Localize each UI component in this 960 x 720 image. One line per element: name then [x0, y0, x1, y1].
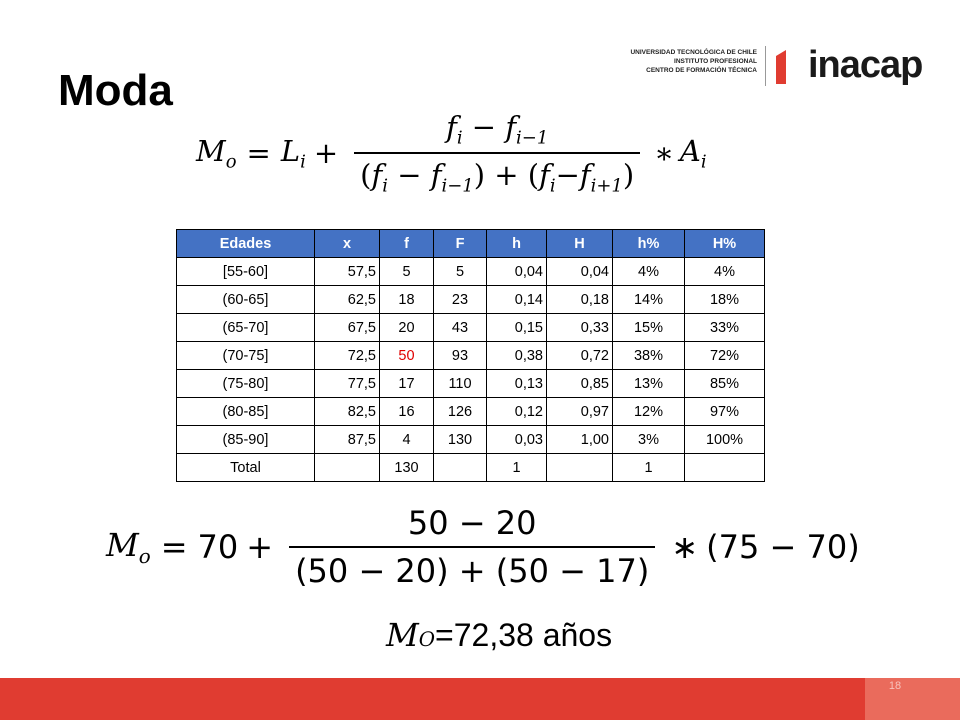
table-cell: (65-70]	[177, 314, 315, 342]
result-value: =72,38 años	[435, 617, 613, 653]
table-cell: 130	[434, 426, 487, 454]
fraction-denominator: (50 − 20) + (50 − 17)	[295, 552, 650, 590]
table-cell: 72%	[685, 342, 765, 370]
table-cell: 5	[434, 258, 487, 286]
fraction-numerator: $f_i - f_{i-1}$	[446, 110, 549, 149]
column-header: H	[547, 230, 613, 258]
institution-line: UNIVERSIDAD TECNOLÓGICA DE CHILE	[630, 49, 757, 56]
table-cell: 1,00	[547, 426, 613, 454]
column-header: f	[380, 230, 434, 258]
lower-limit: $L_i$	[280, 134, 306, 173]
table-cell: 5	[380, 258, 434, 286]
institution-lines	[622, 48, 757, 75]
result-symbol-sub: O	[418, 628, 436, 651]
table-row	[177, 286, 765, 314]
column-header: h	[487, 230, 547, 258]
table-cell: 57,5	[315, 258, 380, 286]
applied-mode-formula	[106, 504, 860, 590]
table-cell: Total	[177, 454, 315, 482]
table-row	[177, 342, 765, 370]
table-cell: 0,04	[547, 258, 613, 286]
table-cell: 13%	[613, 370, 685, 398]
inacap-logo	[622, 44, 932, 94]
plus-sign: +	[313, 136, 339, 171]
table-cell: 126	[434, 398, 487, 426]
table-cell: 130	[380, 454, 434, 482]
table-cell: (70-75]	[177, 342, 315, 370]
column-header: H%	[685, 230, 765, 258]
table-cell: (85-90]	[177, 426, 315, 454]
table-cell: 87,5	[315, 426, 380, 454]
inacap-mark-icon	[774, 50, 804, 84]
times-sign: ∗	[671, 528, 699, 566]
page-number: 18	[888, 680, 902, 692]
table-cell: 0,85	[547, 370, 613, 398]
table-cell: 62,5	[315, 286, 380, 314]
table-cell: 4	[380, 426, 434, 454]
table-cell: 20	[380, 314, 434, 342]
table-cell: 50	[380, 342, 434, 370]
times-sign: ∗	[654, 136, 674, 171]
table-cell: 14%	[613, 286, 685, 314]
table-cell: 18	[380, 286, 434, 314]
table-cell: 100%	[685, 426, 765, 454]
table-cell: 0,33	[547, 314, 613, 342]
formula-fraction	[354, 110, 640, 197]
column-header: Edades	[177, 230, 315, 258]
result-symbol: M	[386, 616, 419, 654]
table-cell: 72,5	[315, 342, 380, 370]
table-cell: 1	[613, 454, 685, 482]
table-cell: 0,15	[487, 314, 547, 342]
column-header: h%	[613, 230, 685, 258]
table-cell: 38%	[613, 342, 685, 370]
fraction-numerator: 50 − 20	[407, 504, 537, 542]
frequency-table	[176, 229, 765, 482]
table-cell	[315, 454, 380, 482]
table-row	[177, 314, 765, 342]
table-cell: 33%	[685, 314, 765, 342]
column-header: x	[315, 230, 380, 258]
table-cell: 0,13	[487, 370, 547, 398]
equals-sign: =	[246, 136, 271, 171]
table-cell: 4%	[613, 258, 685, 286]
footer-bar	[0, 678, 960, 720]
table-cell: 12%	[613, 398, 685, 426]
lower-limit-value: 70	[197, 528, 239, 566]
column-header: F	[434, 230, 487, 258]
table-cell: 0,04	[487, 258, 547, 286]
table-cell: (60-65]	[177, 286, 315, 314]
formula-lhs: $M_o$	[106, 526, 151, 568]
table-cell: 17	[380, 370, 434, 398]
table-cell: 67,5	[315, 314, 380, 342]
table-cell: 1	[487, 454, 547, 482]
applied-fraction	[289, 504, 655, 590]
table-cell: 97%	[685, 398, 765, 426]
table-cell: 0,12	[487, 398, 547, 426]
table-cell: 0,03	[487, 426, 547, 454]
table-cell: 0,18	[547, 286, 613, 314]
amplitude-value: (75 − 70)	[706, 528, 860, 566]
table-row	[177, 258, 765, 286]
table-total-row	[177, 454, 765, 482]
institution-line: INSTITUTO PROFESIONAL	[674, 58, 757, 65]
table-cell: (75-80]	[177, 370, 315, 398]
table-cell	[685, 454, 765, 482]
formula-lhs: $M_o$	[196, 134, 237, 173]
table-row	[177, 426, 765, 454]
table-cell	[434, 454, 487, 482]
fraction-denominator: $(f_i - f_{i-1}) + (f_i-f_{i+1})$	[360, 158, 635, 197]
table-cell: 0,97	[547, 398, 613, 426]
table-cell: 0,38	[487, 342, 547, 370]
table-cell: 16	[380, 398, 434, 426]
table-cell: 93	[434, 342, 487, 370]
table-cell: [55-60]	[177, 258, 315, 286]
slide-title: Moda	[58, 66, 173, 115]
table-cell: (80-85]	[177, 398, 315, 426]
table-cell	[547, 454, 613, 482]
table-cell: 85%	[685, 370, 765, 398]
table-cell: 18%	[685, 286, 765, 314]
plus-sign: +	[246, 528, 274, 566]
table-cell: 0,72	[547, 342, 613, 370]
table-cell: 110	[434, 370, 487, 398]
table-header-row	[177, 230, 765, 258]
table-cell: 23	[434, 286, 487, 314]
mode-formula	[196, 110, 707, 197]
table-cell: 77,5	[315, 370, 380, 398]
table-cell: 82,5	[315, 398, 380, 426]
logo-divider	[765, 46, 766, 86]
table-cell: 43	[434, 314, 487, 342]
table-cell: 0,14	[487, 286, 547, 314]
table-row	[177, 370, 765, 398]
table-cell: 3%	[613, 426, 685, 454]
equals-sign: =	[160, 528, 188, 566]
institution-line: CENTRO DE FORMACIÓN TÉCNICA	[646, 67, 757, 74]
table-cell: 4%	[685, 258, 765, 286]
amplitude: $A_i$	[679, 134, 707, 173]
table-cell: 15%	[613, 314, 685, 342]
brand-wordmark: inacap	[808, 44, 923, 86]
mode-result	[386, 616, 612, 654]
table-row	[177, 398, 765, 426]
